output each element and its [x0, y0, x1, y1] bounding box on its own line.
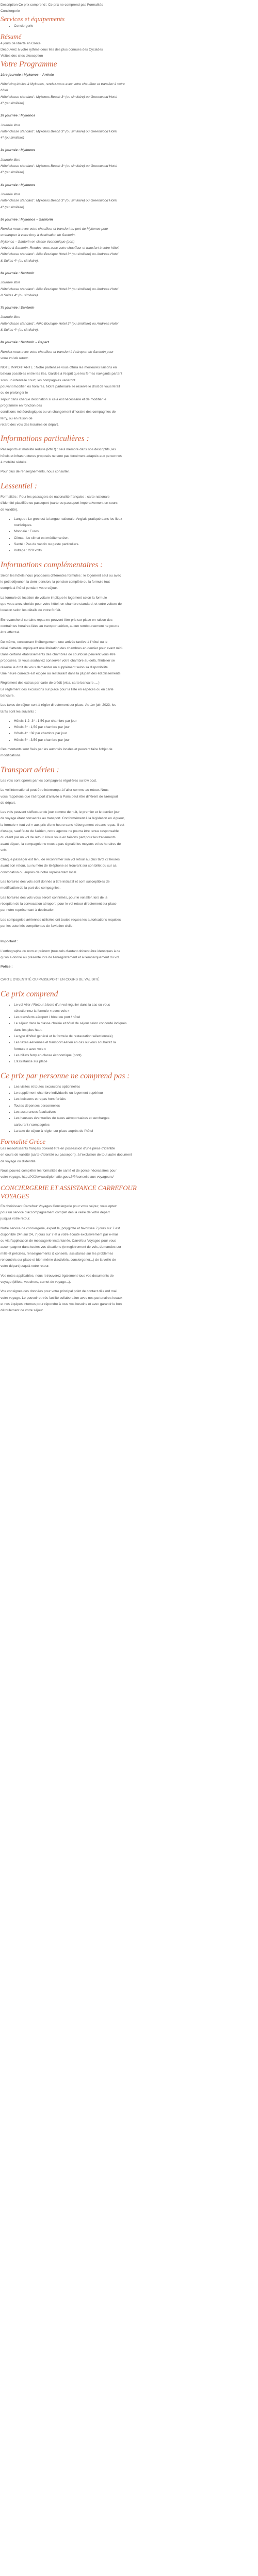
price-excludes-item: • Le supplément chambre individuelle ou logement supérieur	[14, 1090, 257, 1096]
transport-line: avant son retour, au numéro de téléphone se trouvant sur son billet ou sur sa	[1, 864, 117, 868]
essentiel-item: • Langue : Le grec est la langue nationale. Anglais pratiqué dans les lieux	[14, 516, 257, 522]
concierge-line: déroulement de votre séjour.	[1, 1309, 44, 1313]
note-line: conditions météorologiques ou un changement d'horaire des compagnies de	[1, 410, 116, 414]
day-line: Mykonos – Santorin en classe économique (port)	[1, 240, 75, 244]
resume-line: 4 jours de liberté en Grèce	[1, 41, 41, 45]
transport-line: d'usage, sauf faute de l'aérien, notre agence ne pourra être tenue responsable	[1, 829, 119, 833]
essentiel-item: • Climat : Le climat est méditerranéen.	[14, 535, 257, 541]
tax-item: • Hôtels 4* : 3€ par chambre par jour	[14, 731, 257, 737]
transport-line: Les compagnies aériennes utilisées ont toutes reçues les autorisations requises	[1, 918, 121, 922]
day-line: Rendez-vous avec votre chauffeur et transfert à l'aéroport de Santorin pour	[1, 350, 114, 354]
essentiel-item: • Monnaie : Euros.	[14, 529, 257, 535]
concierge-text	[1, 1204, 257, 1317]
complementaires-line: bancaire.	[1, 693, 15, 698]
complementaires-line: le petit déjeuner, la demi-pension, la pension complète ou la formule tout	[1, 580, 110, 584]
price-includes-item: • L'assistance sur place	[14, 1059, 257, 1065]
concierge-line: accompagner dans toutes vos situations (enregistrement de vols, demandes sur	[1, 1245, 121, 1249]
concierge-line: Vos notes applicables, nous retrouverez également tous vos documents de	[1, 1274, 114, 1278]
concierge-heading	[1, 1184, 257, 1200]
day-line: hôtel	[1, 89, 8, 93]
price-includes-item: • Le séjour dans la classe choisie et hôtel de séjour selon concordé indiqués	[14, 1021, 257, 1027]
complementaires-line: délai d'attente impliquant une libération des chambres en dernier pour avant midi.	[1, 646, 123, 650]
complementaires-line: De même, concernant l'hébergement, une arrivée tardive à l'hôtel ou le	[1, 640, 108, 644]
day-line: embarquer à votre ferry à destination de Santorin.	[1, 233, 76, 238]
tax-item: • Hôtels 5* : 3,5€ par chambre par jour	[14, 737, 257, 743]
transport-line: de départ.	[1, 801, 16, 805]
day-title: 4e journée : Mykonos	[1, 183, 36, 187]
transport-line: Chaque passager est tenu de reconfirmer son vol retour au plus tard 72 heures	[1, 858, 120, 862]
price-includes-item: sélectionnez la formule « avec vols »	[14, 1009, 70, 1013]
note-line: ou de prolonger le	[1, 391, 28, 395]
complementaires-text	[1, 573, 257, 718]
formalities-line: Nous pouvez compléter les formalités de santé et de police nécessaires pour	[1, 1169, 117, 1173]
day-title: 2e journée : Mykonos	[1, 114, 36, 118]
essentiel-text	[1, 494, 257, 513]
services-heading: Services et équipements	[1, 14, 65, 23]
important-line: L'orthographe du nom et prénom (tous tels d'autant doivent être identiques à ce	[1, 949, 120, 953]
formalities-line: en cours de validité (carte d'identité ou passeport), à l'exclusion de tout autre document	[1, 1153, 132, 1157]
complementaires-line: Les taxes de séjour sont à régler directement sur place. Au 1er juin 2023, les	[1, 703, 116, 707]
formalities-line: Les ressortissants français doivent être en possession d'une pièce d'identité	[1, 1147, 115, 1151]
complementaires-line: La formule de location de voiture implique le logement selon la formule	[1, 596, 107, 600]
transport-line: modification de la part des compagnies.	[1, 886, 61, 890]
essentiel-item: touristiques.	[14, 523, 33, 528]
price-excludes-item: • Les hausses éventuelles de taxes aéroportuaires et surcharges	[14, 1115, 257, 1122]
complementaires-line: que vous avez choisie pour votre hôtel, en chambre standard, et votre voiture de	[1, 602, 122, 606]
taxes-note-line: modifications.	[1, 754, 22, 758]
formalities-heading: Formalité Grèce	[1, 1138, 46, 1146]
complementaires-line: Le règlement des excursions sur place pour la liste en espèces ou en carte	[1, 687, 114, 691]
services-list	[1, 23, 257, 29]
day-title: 6e journée : Santorin	[1, 271, 35, 275]
tax-item: • Hôtels 1-2 -3* : 1,5€ par chambre par jour	[14, 718, 257, 724]
formalities-line: de voyage ou d'identité.	[1, 1159, 37, 1163]
transport-line: vous rappelons que l'aéroport d'arrivée à Paris peut être différent de l'aéroport	[1, 794, 118, 799]
concierge-line: mille et précises, renseignements & conseils, assistance sur les problèmes	[1, 1251, 114, 1256]
concierge-line: Vos consignes des données pour votre principal point de contact dès ord mai	[1, 1290, 117, 1294]
concierge-line: votre voyage. Le pouvoir et très facilité collaboration avec nos partenaires locaux	[1, 1296, 123, 1300]
complementaires-line: En revanche si certains repas ne peuvent être pris sur place en raison des	[1, 618, 112, 622]
concierge-line: En choisissant Carrefour Voyages Conciergerie pour votre séjour, vous optez	[1, 1204, 117, 1208]
note-line: retard des vols des horaires de départ.	[1, 422, 59, 427]
police-label: Police :	[1, 965, 13, 969]
transport-heading: Transport aérien :	[1, 765, 59, 774]
concierge-line: voyage (billets, vouchers, carnet de voyage...).	[1, 1280, 71, 1284]
concierge-heading-line: VOYAGES	[1, 1192, 29, 1200]
resume-heading: Résumé	[1, 32, 22, 40]
price-excludes-item: • Les boissons et repas hors forfaits	[14, 1096, 257, 1103]
note-line: programme en fonction des	[1, 403, 42, 408]
day-line: Journée libre	[1, 158, 21, 162]
day-line: Hôtel classe standard : Aliko Boutique Hotel 3* (ou similaire) ou Andreas Hotel	[1, 287, 119, 291]
taxes-list	[1, 718, 257, 743]
important-line: qu'on a donné au présenté lors de l'enregistrement et à l'embarquement du vol.	[1, 956, 120, 960]
transport-line: réception de la convocation aéroport, pour le vol retour directement sur place	[1, 902, 117, 906]
price-excludes-item: • Les visites et toutes excursions optionnelles	[14, 1084, 257, 1090]
concierge-line: et nos équipes internes pour répondre à tous vos besoins et avec garantir le bon	[1, 1302, 122, 1306]
day-line: Journée libre	[1, 123, 21, 127]
transport-line: Les vols peuvent s'effectuer de jour comme de nuit, le premier et le dernier jour	[1, 810, 120, 815]
transport-line: vols.	[1, 848, 8, 852]
concierge-line: ou via l'application de messagerie instantanée. Carrefour Voyages pour vous	[1, 1239, 117, 1243]
day-line: Rendez-vous avec votre chauffeur et transfert au port de Mykonos pour	[1, 227, 108, 231]
day-title: 3e journée : Mykonos	[1, 148, 36, 152]
programme-heading: Votre Programme	[1, 59, 57, 69]
concierge-line: disponible 24h sur 24, 7 jours sur 7 et à votre écoute exclusivement par e-mail	[1, 1232, 119, 1236]
day-line: Journée libre	[1, 192, 21, 196]
price-includes-item: • Le vol Aller / Retour à bord d'un vol régulier dans la cas ou vous	[14, 1002, 257, 1008]
day-line: Hôtel classe standard : Mykonos Beach 3* (ou similaire) ou Greenwood Hotel	[1, 199, 117, 203]
transport-line: avant départ, la compagnie ne nous a pas signalé les moyens et les horaires de	[1, 842, 121, 846]
complementaires-line: proposées. Si vous souhaitez conserver votre chambre au-delà, l'hôtelier se	[1, 659, 115, 663]
essentiel-list	[1, 516, 257, 554]
price-excludes-heading: Ce prix par personne ne comprend pas :	[1, 1071, 130, 1080]
price-includes-item: • Les billets ferry en classe économique (pont)	[14, 1053, 257, 1059]
price-includes-item: • Les transferts aéroport / hôtel ou port / hôtel	[14, 1014, 257, 1021]
complementaires-heading: Informations complémentaires :	[1, 560, 103, 569]
infos-line: hôtels et infrastructures proposés ne sont pas forcément adaptés aux personnes	[1, 454, 122, 458]
day-line: Hôtel classe standard : Aliko Boutique Hotel 3* (ou similaire) ou Andreas Hotel	[1, 252, 119, 257]
formalities-line: votre voyage. http://XXX/www.diplomatie.gouv.fr/fr/conseils-aux-voyageurs/	[1, 1175, 114, 1179]
resume-line: Visites des sites d'exception	[1, 54, 43, 58]
tax-item: • Hôtels 3* : 1,5€ par chambre par jour	[14, 724, 257, 731]
concierge-line: votre départ jusqu'à votre retour.	[1, 1264, 50, 1268]
day-title: 8e journée : Santorin – Départ	[1, 341, 49, 345]
transport-line: par notre représentant à destination.	[1, 908, 56, 912]
concierge-line: Notre service de conciergerie, expert la, polyglotte et favorisée 7 jours sur 7 est	[1, 1226, 120, 1230]
transport-line: Les horaires des vols vous seront confirmés, pour le vol aller, lors de la	[1, 895, 108, 900]
transport-line: la formule « tout vol » aux prix d'une heure sans hébergement et sans repas. Il est	[1, 823, 124, 827]
resume-line: Découvrez à votre rythme deux îles des plus connues des Cyclades	[1, 48, 103, 52]
complementaires-line: tarifs sont les suivants :	[1, 709, 36, 714]
essentiel-heading: Lessentiel :	[1, 481, 38, 490]
infos-line: Passeports et mobilité réduite (PMR) : seul membre dans nos descriptifs, les	[1, 448, 116, 452]
day-line: Hôtel classe standard : Aliko Boutique Hotel 3* (ou similaire) ou Andreas Hotel	[1, 321, 119, 326]
price-excludes-item: • Toutes dépenses personnelles	[14, 1103, 257, 1109]
complementaires-line: être effectué.	[1, 631, 21, 635]
day-line: & Suites 4* (ou similaire).	[1, 293, 39, 297]
complementaires-line: compris à l'hôtel pendant votre séjour.	[1, 586, 58, 590]
complementaires-line: Selon les hôtels nous proposons différentes formules : le logement seul ou avec	[1, 573, 121, 578]
note-line: ferry, ou en raison de	[1, 416, 33, 420]
description-line: Description Ce prix comprend : Ce prix ne comprend pas Formalités	[1, 3, 103, 7]
important-label: Important :	[1, 940, 19, 944]
day-line: Hôtel classe standard : Mykonos Beach 3* (ou similaire) ou Greenwood Hotel	[1, 164, 117, 168]
price-excludes-item: • La taxe de séjour à régler sur place auprès de l'hôtel	[14, 1128, 257, 1134]
note-line: NOTE IMPORTANTE : Notre partenaire vous offrira les meilleures liaisons en	[1, 366, 117, 370]
day-line: & Suites 4* (ou similaire).	[1, 259, 39, 263]
essentiel-line: Formalités : Pour les passagers de nationalité française : carte nationale	[1, 495, 110, 499]
description-line: Conciergerie	[1, 9, 20, 13]
concierge-heading-line: CONCIERGERIE ET ASSISTANCE CARREFOUR	[1, 1183, 137, 1192]
day-title: 1ère journée : Mykonos – Arrivée	[1, 73, 54, 77]
formalities-text	[1, 1146, 257, 1180]
services-item: • Conciergerie	[14, 23, 257, 29]
note-line: sous un intervalle court, les compagnies varieront.	[1, 378, 76, 382]
essentiel-line: de validité).	[1, 507, 18, 512]
concierge-line: pour un service d'accompagnement complet dès la veille de votre départ	[1, 1210, 110, 1214]
day-line: Hôtel classe standard : Mykonos Beach 3* (ou similaire) ou Greenwood Hotel	[1, 129, 117, 133]
day-line: Journée libre	[1, 281, 21, 285]
price-includes-list	[1, 1002, 257, 1065]
infos-heading: Informations particulières :	[1, 434, 89, 444]
transport-text	[1, 778, 257, 933]
day-line: votre vol de retour.	[1, 356, 29, 360]
programme-days	[1, 69, 257, 365]
infos-line: Pour plus de renseignements, nous consulter.	[1, 470, 70, 474]
price-includes-item: • Les taxes aériennes et transport aérien en cas ou vous souhaitez la	[14, 1040, 257, 1046]
complementaires-line: réserve le droit de vous demander un supplément selon sa disponibilité.	[1, 665, 109, 669]
id-card-line: CARTE D'IDENTITÉ OU PASSEPORT EN COURS DE VALIDITÉ	[1, 977, 100, 981]
day-line: Hôtel classe standard : Mykonos Beach 3* (ou similaire) ou Greenwood Hotel	[1, 95, 117, 99]
price-excludes-item: carburant / compagnies	[14, 1123, 50, 1127]
transport-line: du client par un vol de retour. Nous vous en faisons part pour les traitements	[1, 836, 116, 840]
day-line: Arrivée à Santorin. Rendez-vous avec votre chauffeur et transfert à votre hôtel.	[1, 246, 120, 250]
day-line: 4* (ou similaire)	[1, 171, 24, 175]
note-line: séjour dans chaque destination si cela est nécessaire et de modifier le	[1, 397, 106, 401]
day-line: Hôtel cinq étoiles à Mykonos, rendez-vous avec votre chauffeur et transfert à votre	[1, 82, 125, 87]
day-line: 4* (ou similaire)	[1, 205, 24, 209]
day-line: 4* (ou similaire)	[1, 136, 24, 140]
complementaires-line: location selon les détails de votre forfait.	[1, 608, 61, 613]
complementaires-line: Une heure correcte est exigée au restaurant dans la plupart des établissements.	[1, 672, 122, 676]
essentiel-item: • Voltage : 220 volts.	[14, 548, 257, 554]
transport-line: convocation ou auprès de notre représentant local.	[1, 870, 77, 874]
infos-text	[1, 447, 257, 475]
concierge-line: jusqu'à votre retour.	[1, 1217, 30, 1221]
transport-line: Le vol international peut être interrompu à l'aller comme au retour. Nous	[1, 788, 109, 792]
infos-line: à mobilité réduite.	[1, 461, 28, 465]
essentiel-line: d'identité plastifiée ou passeport (carte ou passeport impérativement en cours	[1, 501, 118, 505]
transport-line: Les vols sont opérés par les compagnies régulières ou low cost.	[1, 778, 97, 783]
price-excludes-list	[1, 1084, 257, 1134]
day-title: 7e journée : Santorin	[1, 306, 35, 310]
price-excludes-item: • Les assurances facultatives	[14, 1109, 257, 1115]
important-text	[1, 948, 257, 961]
day-line: & Suites 4* (ou similaire).	[1, 328, 39, 332]
day-title: 5e journée : Mykonos – Santorin	[1, 217, 53, 222]
taxes-note	[1, 747, 257, 759]
day-line: Journée libre	[1, 315, 21, 319]
transport-line: Les horaires des vols sont donnés à titre indicatif et sont susceptibles de	[1, 880, 110, 884]
complementaires-line: Dans certains établissements des chambres de courtoisie peuvent vous être	[1, 653, 116, 657]
day-line: 4* (ou similaire)	[1, 101, 24, 105]
concierge-line: rencontrés sur place et bien même d'activités, conciergerie(...) de la veille de	[1, 1258, 116, 1262]
price-includes-heading: Ce prix comprend	[1, 989, 58, 998]
note-line: pouvant modifier les horaires. Notre partenaire se réserve le droit de vous ferait	[1, 385, 120, 389]
note-line: bateau possibles entre les îles. Gardez à l'esprit que les ferries navigants partent	[1, 372, 122, 376]
price-includes-item: formule « avec vols »	[14, 1047, 46, 1051]
essentiel-item: • Santé : Pas de vaccin ou geste particuliers.	[14, 541, 257, 548]
taxes-note-line: Ces montants sont fixés par les autorités locales et peuvent faire l'objet de	[1, 748, 112, 752]
important-note	[1, 365, 257, 428]
transport-line: de voyage étant consacrés au transport. Conformément à la législation en vigueur,	[1, 817, 125, 821]
complementaires-line: contraintes horaires liées au transport aérien, aucun remboursement ne pourra	[1, 624, 120, 628]
price-includes-item: • La type d'hôtel général et la formule de restauration sélectionnée)	[14, 1033, 257, 1040]
price-includes-item: dans les plus haut.	[14, 1028, 42, 1032]
complementaires-line: Règlement des extras par carte de crédit (visa, carte bancaire, ...)	[1, 681, 100, 685]
transport-line: par les autorités compétentes de l'aviation civile.	[1, 924, 74, 928]
